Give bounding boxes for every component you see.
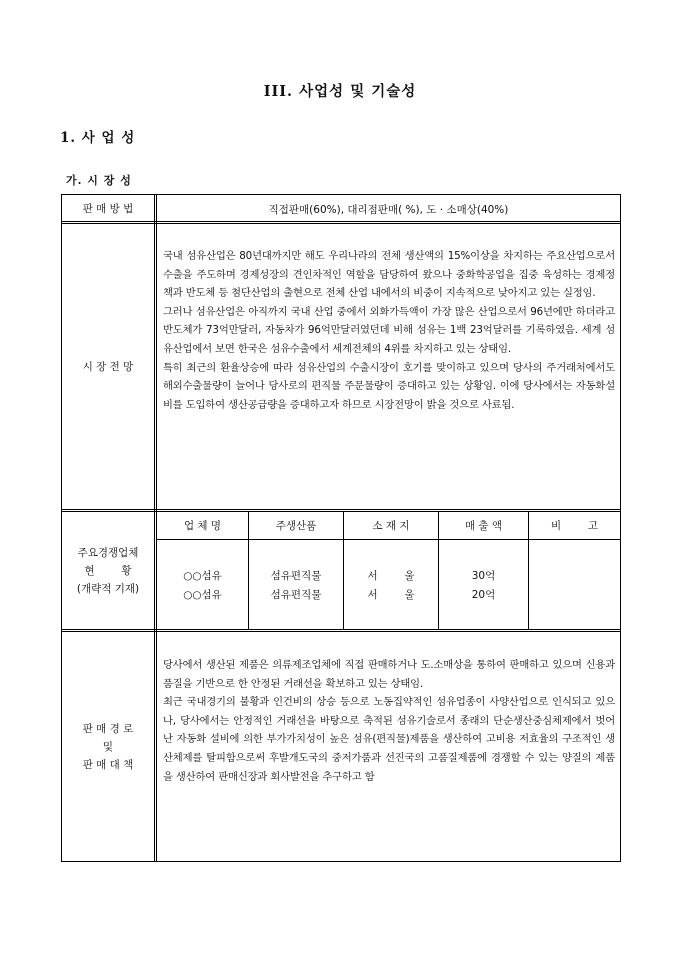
sales-channel-label-line: 판 매 경 로 [82,722,134,735]
sales-channel-label [62,632,154,861]
sales-channel-paragraph: 최근 국내경기의 불황과 인건비의 상승 등으로 노동집약적인 섬유업종이 사양산업으로 인식되고 있으나, 당사에서는 안정적인 거래선을 바탕으로 축적된 섬유기술로서 종래의 단순생산중심체제에서 벗어난 자동화 설비에 의한 부가가치성이 높은 섬유(편직물)제품을 생산하여 고비용 저효율의 구조적인 생산체제를 탈피함으로써 후발개도국의 중저가품과 선진국의 고품질제품에 경쟁할 수 있는 양질의 제품을 생산하여 판매신장과 회사발전을 추구하고 함 [163,696,615,783]
competitor-header-location: 소 재 지 [372,520,410,532]
competitors-label [62,512,154,629]
competitor-cell-product: 섬유편직물 [270,570,322,582]
competitors-label-line: 주요경쟁업체 [77,546,139,559]
sales-channel-label-line: 및 [102,740,114,753]
competitor-cell-name: ○○섬유 [183,570,222,582]
competitor-cell-location: 서 울 [367,589,415,601]
sales-channel-paragraph: 당사에서 생산된 제품은 의류제조업체에 직접 판매하거나 도.소매상을 통하여 판매하고 있으며 신용과 품질을 기반으로 한 안정된 거래선을 확보하고 있는 상태임. [163,659,615,690]
page-title: III. 사업성 및 기술성 [263,83,417,100]
competitors-label-line: 현 황 [84,564,132,577]
competitors-label-line: (개략적 기재) [76,582,140,595]
competitor-header-product: 주생산품 [275,520,317,532]
competitor-header-name: 업 체 명 [183,520,222,532]
sales-channel-text [163,656,615,786]
market-outlook-paragraph: 그러나 섬유산업은 아직까지 국내 산업 중에서 외화가득액이 가장 많은 산업으로서 96년에만 하더라고 반도체가 73억만달러, 자동차가 96억만달러였던데 비해 섬유는 1백 23억달러를 기록하였음. 세계 섬유산업에서 보면 한국은 섬유수출에서 세계전체의 4위를 차지하고 있는 상태임. [163,305,615,355]
competitor-cell-name: ○○섬유 [183,589,222,601]
competitor-header-sales: 매 출 액 [464,520,503,532]
competitor-cell-sales: 20억 [471,589,496,601]
sales-channel-label-line: 판 매 대 책 [82,758,134,771]
competitor-cell-location: 서 울 [367,570,415,582]
section-heading: 1. 사 업 성 [60,130,136,146]
market-outlook-text [163,247,615,414]
competitor-cell-product: 섬유편직물 [270,589,322,601]
market-outlook-label: 시 장 전 망 [82,361,134,373]
subheader-divider [157,539,620,540]
market-outlook-paragraph: 국내 섬유산업은 80년대까지만 해도 우리나라의 전체 생산액의 15%이상을 차지하는 주요산업으로서 수출을 주도하며 경제성장의 견인차적인 역할을 담당하여 왔으나 중화학공업을 집중 육성하는 경제정책과 반도체 등 첨단산업의 출현으로 전체 산업 내에서의 비중이 지속적으로 낮아지고 있는 실정임. [163,250,615,300]
sales-method-value: 직접판매(60%), 대리점판매( %), 도 · 소매상(40%) [268,203,509,216]
market-table [61,194,621,862]
competitor-cell-sales: 30억 [471,570,496,582]
market-outlook-paragraph: 특히 최근의 환율상승에 따라 섬유산업의 수출시장이 호기를 맞이하고 있으며 당사의 주거래처에서도 해외수출물량이 늘어나 당사로의 편직물 주문물량이 증대하고 있는 상황임. 이에 당사에서는 자동화설비를 도입하여 생산공급량을 증대하고자 하므로 시장전망이 밝을 것으로 사료됨. [163,361,615,411]
subsection-heading: 가. 시 장 성 [66,174,132,187]
sales-method-label: 판 매 방 법 [82,202,134,215]
competitor-header-remarks: 비 고 [551,520,598,532]
